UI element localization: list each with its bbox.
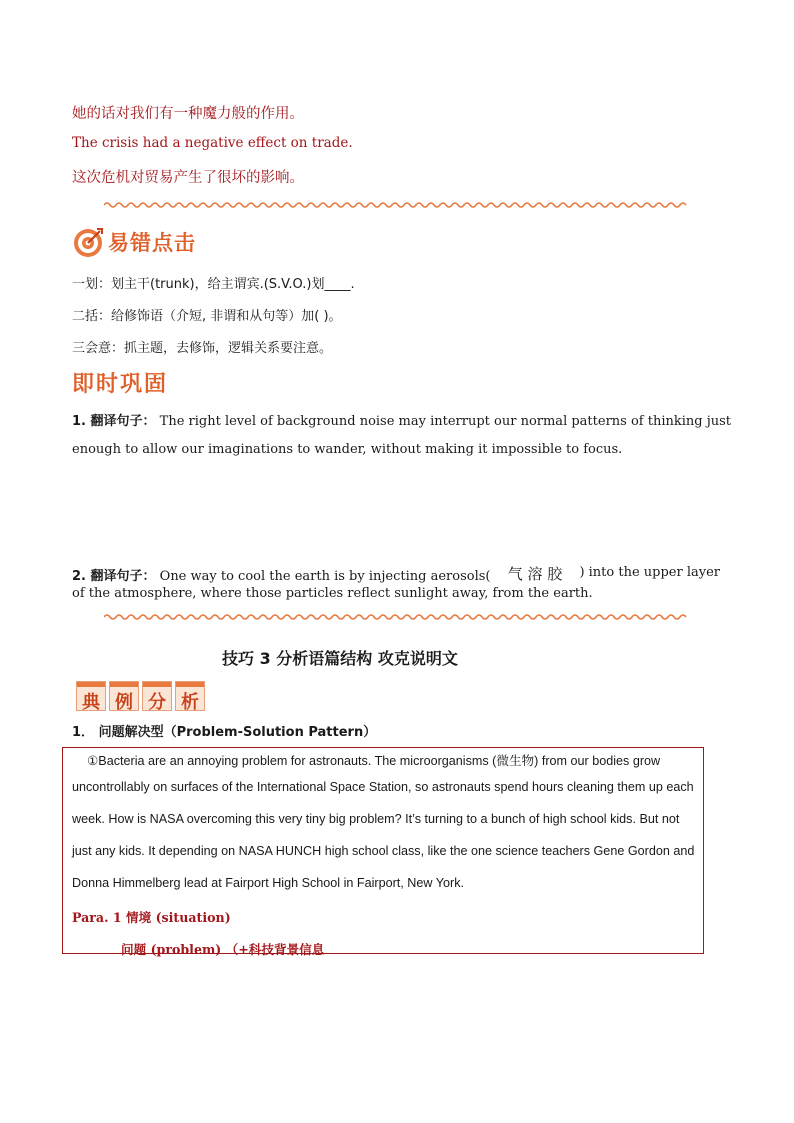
intro-cn-line-2: 这次危机对贸易产生了很坏的影响。 [72, 170, 304, 186]
section-title: 技巧 3 分析语篇结构 攻克说明文 [222, 649, 458, 668]
passage-line: just any kids. It depending on NASA HUNCH high school class, like the one science teachers Gene Gordon and [72, 844, 695, 858]
passage-line: uncontrollably on surfaces of the International Space Station, so astronauts spend hours cleaning them up each [72, 780, 694, 794]
passage-line: Donna Himmelberg lead at Fairport High School in Fairport, New York. [72, 876, 464, 890]
intro-en-line: The crisis had a negative effect on trade. [72, 135, 353, 151]
subheading-problem-solution: 1． 问题解决型（Problem-Solution Pattern） [72, 725, 377, 740]
example-heading [76, 681, 208, 715]
mistake-item-1: 一划：划主干(trunk)，给主谓宾.(S.V.O.)划____. [72, 277, 355, 292]
question-2-label: 2. 翻译句子： [72, 569, 156, 584]
practice-heading [72, 367, 168, 398]
passage-line: ①Bacteria are an annoying problem for astronauts. The microorganisms (微生物) from our bodies grow [87, 754, 661, 768]
question-2-text-end: ) into the upper layer [579, 565, 720, 580]
mistakes-heading [72, 226, 196, 258]
question-2-text-line-2: of the atmosphere, where those particles reflect sunlight away, from the earth. [72, 586, 593, 601]
mistake-item-2: 二括：给修饰语（介短, 非谓和从句等）加( )。 [72, 309, 342, 324]
wave-divider [104, 201, 688, 209]
mistake-item-3: 三会意：抓主题，去修饰，逻辑关系要注意。 [72, 341, 333, 356]
mistakes-heading-text: 易错点击 [108, 231, 196, 255]
wave-divider [104, 613, 688, 621]
question-2-cn-gloss: 气 溶 胶 [507, 565, 563, 583]
problem-label: 问题 (problem) （+科技背景信息 [121, 942, 325, 957]
question-2-text-start: One way to cool the earth is by injecting aerosols( [159, 569, 491, 584]
question-1-text-line-2: enough to allow our imaginations to wander, without making it impossible to focus. [72, 442, 623, 457]
question-2-line-1 [72, 565, 720, 584]
passage-line: week. How is NASA overcoming this very tiny big problem? It’s turning to a bunch of high school kids. But not [72, 812, 680, 826]
example-heading-tile: 典 [76, 681, 106, 711]
practice-heading-text: 即时巩固 [72, 372, 169, 397]
example-heading-tile: 例 [109, 681, 139, 711]
question-1-label: 1. 翻译句子： [72, 414, 156, 429]
example-heading-tile: 析 [175, 681, 205, 711]
question-1-text-line-1: The right level of background noise may interrupt our normal patterns of thinking just [159, 414, 732, 429]
example-heading-tile: 分 [142, 681, 172, 711]
intro-cn-line-1: 她的话对我们有一种魔力般的作用。 [72, 106, 304, 122]
passage-box [62, 747, 704, 957]
question-1-line-1 [72, 410, 732, 429]
para-label: Para. 1 情境 (situation) [72, 910, 231, 925]
target-icon [72, 226, 104, 258]
